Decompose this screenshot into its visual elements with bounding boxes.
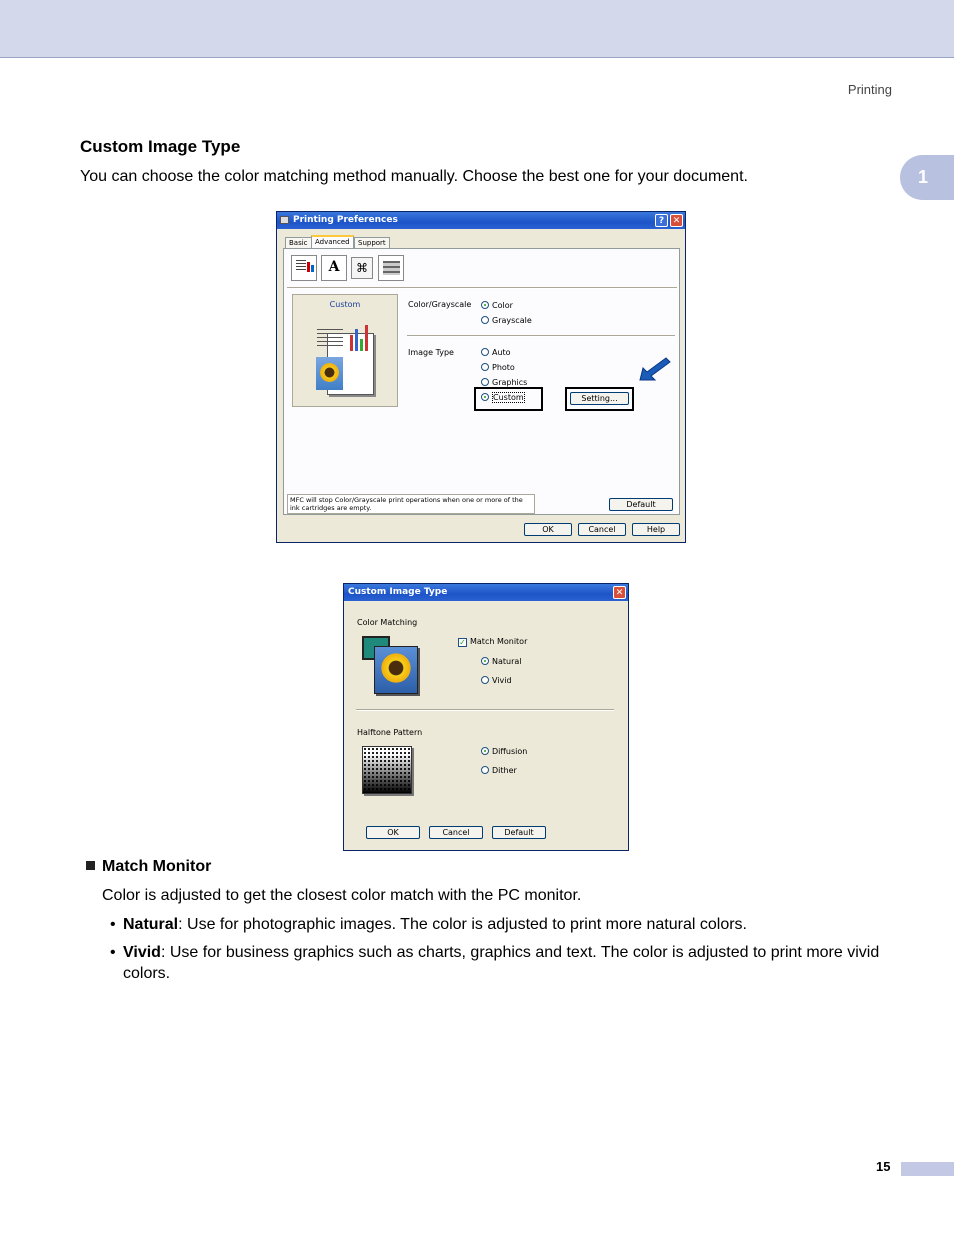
ok-button[interactable]: OK	[524, 523, 572, 536]
desc-vivid: : Use for business graphics such as charts, graphics and text. The color is adjusted to print more vivid colors.	[123, 944, 880, 982]
radio-color[interactable]	[481, 301, 513, 310]
cancel-button[interactable]: Cancel	[429, 826, 483, 839]
custom-image-type-dialog	[343, 583, 629, 851]
help-button[interactable]: Help	[632, 523, 680, 536]
printer-icon	[280, 216, 289, 224]
setting-button[interactable]: Setting...	[570, 392, 629, 405]
cancel-button[interactable]: Cancel	[578, 523, 626, 536]
radio-diffusion[interactable]	[481, 747, 527, 756]
settings-separator	[407, 335, 675, 337]
match-monitor-heading-text: Match Monitor	[102, 858, 212, 875]
page-number: 15	[876, 1159, 891, 1174]
radio-diffusion-label: Diffusion	[492, 747, 528, 756]
radio-grayscale-indicator[interactable]	[481, 316, 489, 324]
radio-dither-label: Dither	[492, 766, 517, 775]
radio-vivid-indicator[interactable]	[481, 676, 489, 684]
footer-band	[901, 1162, 954, 1176]
section-separator	[356, 709, 614, 711]
clip-icon[interactable]: ⌘	[351, 257, 373, 279]
bullet-dot-icon: •	[110, 944, 116, 961]
toolbar	[291, 255, 407, 283]
radio-auto-indicator[interactable]	[481, 348, 489, 356]
radio-color-indicator[interactable]	[481, 301, 489, 309]
radio-auto-label: Auto	[492, 348, 511, 357]
dialog-title: Custom Image Type	[348, 587, 448, 597]
sunflower-photo	[374, 646, 418, 694]
dialog-titlebar	[277, 212, 685, 229]
image-type-label: Image Type	[408, 348, 454, 357]
radio-natural-label: Natural	[492, 657, 522, 666]
default-button[interactable]: Default	[609, 498, 673, 511]
settings-icon[interactable]	[378, 255, 404, 281]
tab-support[interactable]: Support	[354, 237, 390, 248]
quality-icon[interactable]	[291, 255, 317, 281]
ok-button[interactable]: OK	[366, 826, 420, 839]
close-icon[interactable]: ✕	[670, 214, 683, 227]
match-monitor-description: Color is adjusted to get the closest color match with the PC monitor.	[102, 887, 582, 904]
radio-diffusion-indicator[interactable]	[481, 747, 489, 755]
dialog-titlebar	[344, 584, 628, 601]
radio-color-label: Color	[492, 301, 513, 310]
bullet-dot-icon: •	[110, 916, 116, 933]
monitor-image	[362, 636, 418, 694]
radio-graphics[interactable]	[481, 378, 527, 387]
radio-auto[interactable]	[481, 348, 511, 357]
running-header: Printing	[847, 82, 892, 97]
list-item-natural	[110, 914, 900, 935]
header-band	[0, 0, 954, 58]
term-vivid: Vivid	[123, 944, 161, 961]
preview-chart	[348, 323, 374, 351]
close-icon[interactable]: ✕	[613, 586, 626, 599]
pointer-arrow-icon	[638, 356, 672, 382]
radio-vivid-label: Vivid	[492, 676, 512, 685]
radio-natural[interactable]	[481, 657, 522, 666]
help-icon[interactable]: ?	[655, 214, 668, 227]
desc-natural: : Use for photographic images. The color is adjusted to print more natural colors.	[178, 916, 747, 933]
section-title: Custom Image Type	[80, 137, 241, 156]
preview-label: Custom	[329, 300, 361, 309]
font-icon[interactable]: A	[321, 255, 347, 281]
radio-natural-indicator[interactable]	[481, 657, 489, 665]
radio-grayscale-label: Grayscale	[492, 316, 532, 325]
chapter-tab: 1	[900, 155, 954, 200]
radio-grayscale[interactable]	[481, 316, 532, 325]
intro-text: You can choose the color matching method manually. Choose the best one for your document.	[80, 168, 748, 185]
sunflower-image	[316, 357, 343, 390]
toolbar-separator	[287, 287, 677, 289]
radio-dither[interactable]	[481, 766, 517, 775]
radio-photo-indicator[interactable]	[481, 363, 489, 371]
preview-text-lines	[317, 329, 343, 349]
color-matching-label: Color Matching	[357, 618, 418, 627]
halftone-label: Halftone Pattern	[357, 728, 423, 737]
radio-photo[interactable]	[481, 363, 515, 372]
radio-graphics-label: Graphics	[492, 378, 528, 387]
match-monitor-checkbox[interactable]	[458, 637, 527, 647]
tab-advanced[interactable]: Advanced	[311, 235, 354, 249]
radio-graphics-indicator[interactable]	[481, 378, 489, 386]
tab-basic[interactable]: Basic	[285, 237, 312, 248]
square-bullet-icon	[86, 861, 95, 870]
radio-dither-indicator[interactable]	[481, 766, 489, 774]
default-button[interactable]: Default	[492, 826, 546, 839]
status-message: MFC will stop Color/Grayscale print operations when one or more of the ink cartridges are empty.	[287, 494, 535, 514]
printing-preferences-dialog	[276, 211, 686, 543]
dialog-title: Printing Preferences	[293, 215, 398, 225]
radio-vivid[interactable]	[481, 676, 512, 685]
radio-custom-label: Custom	[493, 393, 524, 402]
radio-custom[interactable]	[481, 393, 525, 402]
color-grayscale-label: Color/Grayscale	[408, 300, 472, 309]
match-monitor-label: Match Monitor	[470, 637, 528, 646]
radio-photo-label: Photo	[492, 363, 515, 372]
halftone-preview	[362, 746, 412, 794]
list-item-vivid	[110, 942, 900, 984]
radio-custom-indicator[interactable]	[481, 393, 489, 401]
match-monitor-heading	[86, 858, 211, 876]
match-monitor-check-indicator[interactable]: ✓	[459, 638, 466, 647]
term-natural: Natural	[123, 916, 179, 933]
preview-box	[292, 294, 398, 407]
